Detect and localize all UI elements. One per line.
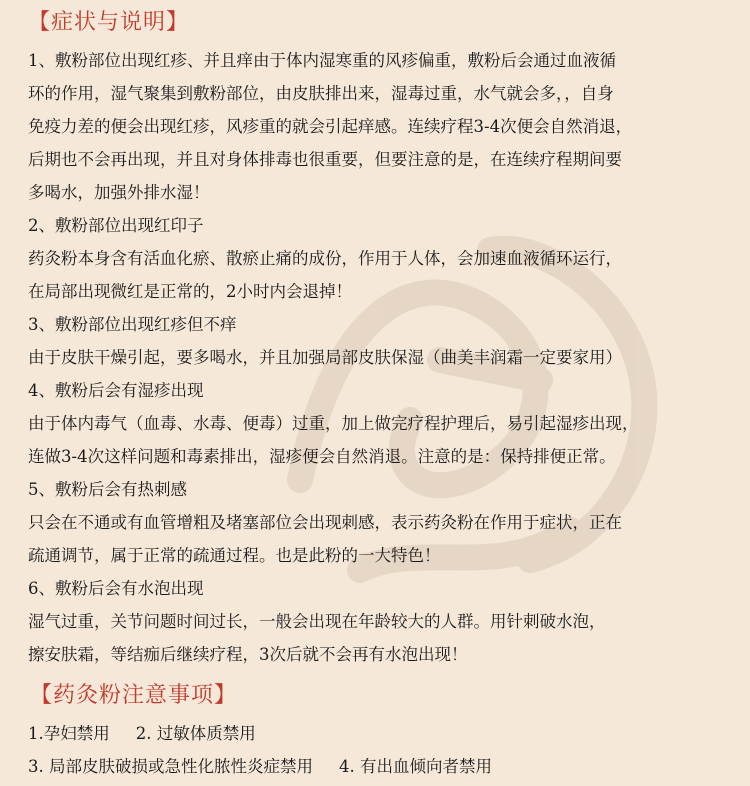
list-item <box>28 308 730 374</box>
item-title: 5、敷粉后会有热刺感 <box>28 480 187 499</box>
item-body-line: 连做3-4次这样问题和毒素排出，湿疹便会自然消退。注意的是：保持排便正常。 <box>28 447 616 466</box>
list-item <box>28 44 730 209</box>
item-title: 1、敷粉部位出现红疹、并且痒由于体内湿寒重的风疹偏重，敷粉后会通过血液循 <box>28 51 616 70</box>
precaution-item: 3. 局部皮肤破损或急性化脓性炎症禁用 <box>28 757 313 776</box>
item-body <box>28 605 730 671</box>
item-title: 2、敷粉部位出现红印子 <box>28 216 204 235</box>
list-item <box>28 473 730 572</box>
symptom-list <box>28 44 730 671</box>
precaution-row <box>28 717 730 750</box>
item-body-line: 后期也不会再出现，并且对身体排毒也很重要，但要注意的是，在连续疗程期间要 <box>28 150 622 169</box>
item-body <box>28 341 730 374</box>
item-title: 4、敷粉后会有湿疹出现 <box>28 381 204 400</box>
item-title: 3、敷粉部位出现红疹但不痒 <box>28 315 237 334</box>
item-title: 6、敷粉后会有水泡出现 <box>28 579 204 598</box>
item-body-line: 药灸粉本身含有活血化瘀、散瘀止痛的成份，作用于人体，会加速血液循环运行， <box>28 249 622 268</box>
item-body-line: 免疫力差的便会出现红疹，风疹重的就会引起痒感。连续疗程3-4次便会自然消退， <box>28 117 633 136</box>
precaution-row <box>28 750 730 783</box>
list-item <box>28 572 730 671</box>
precautions-list <box>28 717 730 783</box>
item-body-line: 只会在不通或有血管增粗及堵塞部位会出现刺感，表示药灸粉在作用于症状，正在 <box>28 513 622 532</box>
item-body <box>28 242 730 308</box>
item-body <box>28 77 730 209</box>
precaution-item: 2. 过敏体质禁用 <box>135 724 256 743</box>
item-body-line: 多喝水，加强外排水湿！ <box>28 183 210 202</box>
item-body <box>28 407 730 473</box>
precaution-item: 1.孕妇禁用 <box>28 724 110 743</box>
item-body-line: 环的作用，湿气聚集到敷粉部位，由皮肤排出来，湿毒过重，水气就会多，，自身 <box>28 84 614 103</box>
item-body-line: 擦安肤霜，等结痂后继续疗程，3次后就不会再有水泡出现！ <box>28 645 468 664</box>
item-body <box>28 506 730 572</box>
item-body-line: 湿气过重，关节问题时间过长，一般会出现在年龄较大的人群。用针刺破水泡， <box>28 612 606 631</box>
list-item <box>28 374 730 473</box>
precaution-item: 4. 有出血倾向者禁用 <box>339 757 492 776</box>
item-body-line: 由于皮肤干燥引起，要多喝水，并且加强局部皮肤保湿（曲美丰润霜一定要家用） <box>28 348 622 367</box>
item-body-line: 疏通调节，属于正常的疏通过程。也是此粉的一大特色！ <box>28 546 441 565</box>
list-item <box>28 209 730 308</box>
item-body-line: 由于体内毒气（血毒、水毒、便毒）过重，加上做完疗程护理后，易引起湿疹出现， <box>28 414 639 433</box>
item-body-line: 在局部出现微红是正常的，2小时内会退掉！ <box>28 282 352 301</box>
precautions-heading: 【药灸粉注意事项】 <box>30 683 238 708</box>
symptoms-heading: 【症状与说明】 <box>28 10 190 35</box>
